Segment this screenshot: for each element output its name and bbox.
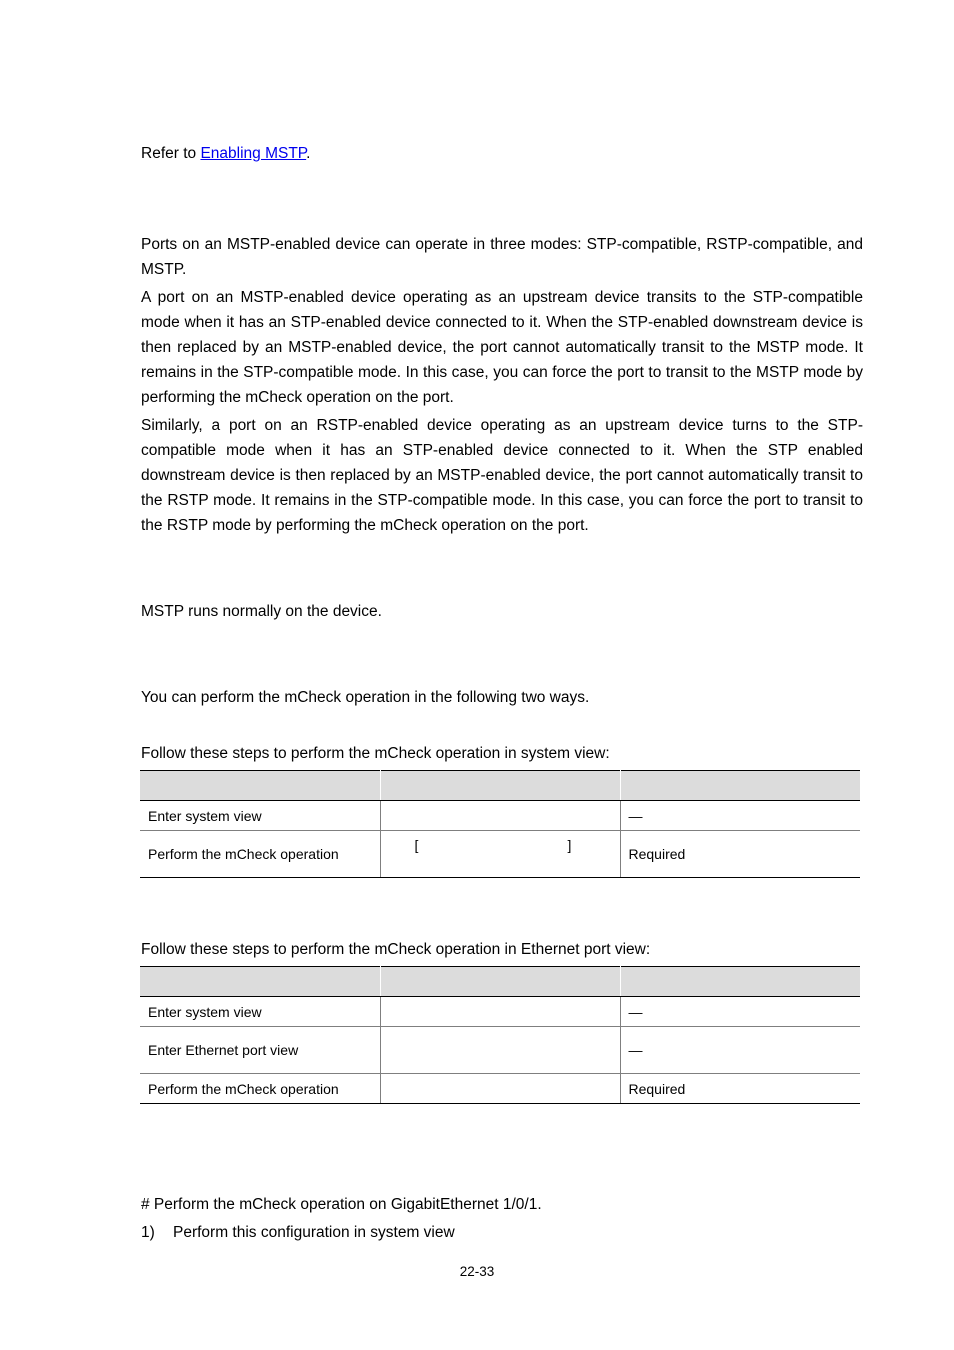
mstp-transit-paragraph: A port on an MSTP-enabled device operating as an upstream device transits to the STP-compatible mode when it has an STP-enabled device connected to it. When the STP-enabled downstream device is then replaced by an MSTP-enabled device, the port cannot automatically transit to the MSTP mode. It remains in the STP-compatible mode. In this case, you can force the port to transit to the MSTP mode by performing the mCheck operation on the port. — [141, 289, 863, 406]
port-view-steps-table — [140, 966, 860, 1104]
table-row — [140, 801, 860, 831]
header-cell-command — [380, 967, 620, 997]
bracket-open: [ — [414, 837, 419, 853]
command-cell — [380, 997, 620, 1027]
command-cell — [380, 1027, 620, 1074]
header-cell-operation — [140, 967, 380, 997]
table-row — [140, 1074, 860, 1104]
operation-cell: Enter system view — [140, 801, 380, 831]
bracket-close: ] — [567, 837, 572, 853]
command-cell — [380, 1074, 620, 1104]
remarks-cell: — — [620, 997, 860, 1027]
header-cell-remarks — [620, 771, 860, 801]
system-view-intro: Follow these steps to perform the mCheck operation in system view: — [141, 745, 610, 762]
port-view-intro: Follow these steps to perform the mCheck operation in Ethernet port view: — [141, 941, 651, 958]
system-view-steps-table — [140, 770, 860, 878]
remarks-cell: Required — [620, 1074, 860, 1104]
refer-suffix: . — [306, 145, 311, 162]
header-cell-command — [380, 771, 620, 801]
rstp-transit-paragraph: Similarly, a port on an RSTP-enabled device operating as an upstream device turns to the STP-compatible mode when it has an STP-enabled device connected to it. When the STP enabled downstream device is then replaced by an MSTP-enabled device, the port cannot automatically transit to the RSTP mode. It remains in the STP-compatible mode. In this case, you can force the port to transit to the RSTP mode by performing the mCheck operation on the port. — [141, 417, 863, 534]
table-header-row — [140, 771, 860, 801]
table-row — [140, 831, 860, 878]
remarks-cell: — — [620, 1027, 860, 1074]
list-item-text: Perform this configuration in system view — [173, 1224, 455, 1241]
list-item-number: 1) — [141, 1224, 155, 1241]
command-cell — [380, 801, 620, 831]
operation-cell: Enter Ethernet port view — [140, 1027, 380, 1074]
operation-cell: Enter system view — [140, 997, 380, 1027]
modes-paragraph: Ports on an MSTP-enabled device can operate in three modes: STP-compatible, RSTP-compatible, and MSTP. — [141, 236, 863, 278]
command-cell — [380, 831, 620, 878]
table-row — [140, 1027, 860, 1074]
header-cell-remarks — [620, 967, 860, 997]
header-cell-operation — [140, 771, 380, 801]
enabling-mstp-link[interactable]: Enabling MSTP — [200, 145, 307, 162]
example-paragraph: # Perform the mCheck operation on GigabitEthernet 1/0/1. — [141, 1196, 542, 1213]
prerequisite-paragraph: MSTP runs normally on the device. — [141, 603, 382, 620]
refer-prefix: Refer to — [141, 145, 201, 162]
operation-cell: Perform the mCheck operation — [140, 831, 380, 878]
list-item — [141, 1220, 863, 1245]
table-header-row — [140, 967, 860, 997]
remarks-cell: — — [620, 801, 860, 831]
operation-cell: Perform the mCheck operation — [140, 1074, 380, 1104]
table-row — [140, 997, 860, 1027]
refer-paragraph — [141, 141, 863, 166]
remarks-cell: Required — [620, 831, 860, 878]
page-number: 22-33 — [459, 1264, 495, 1279]
two-ways-paragraph: You can perform the mCheck operation in the following two ways. — [141, 689, 590, 706]
